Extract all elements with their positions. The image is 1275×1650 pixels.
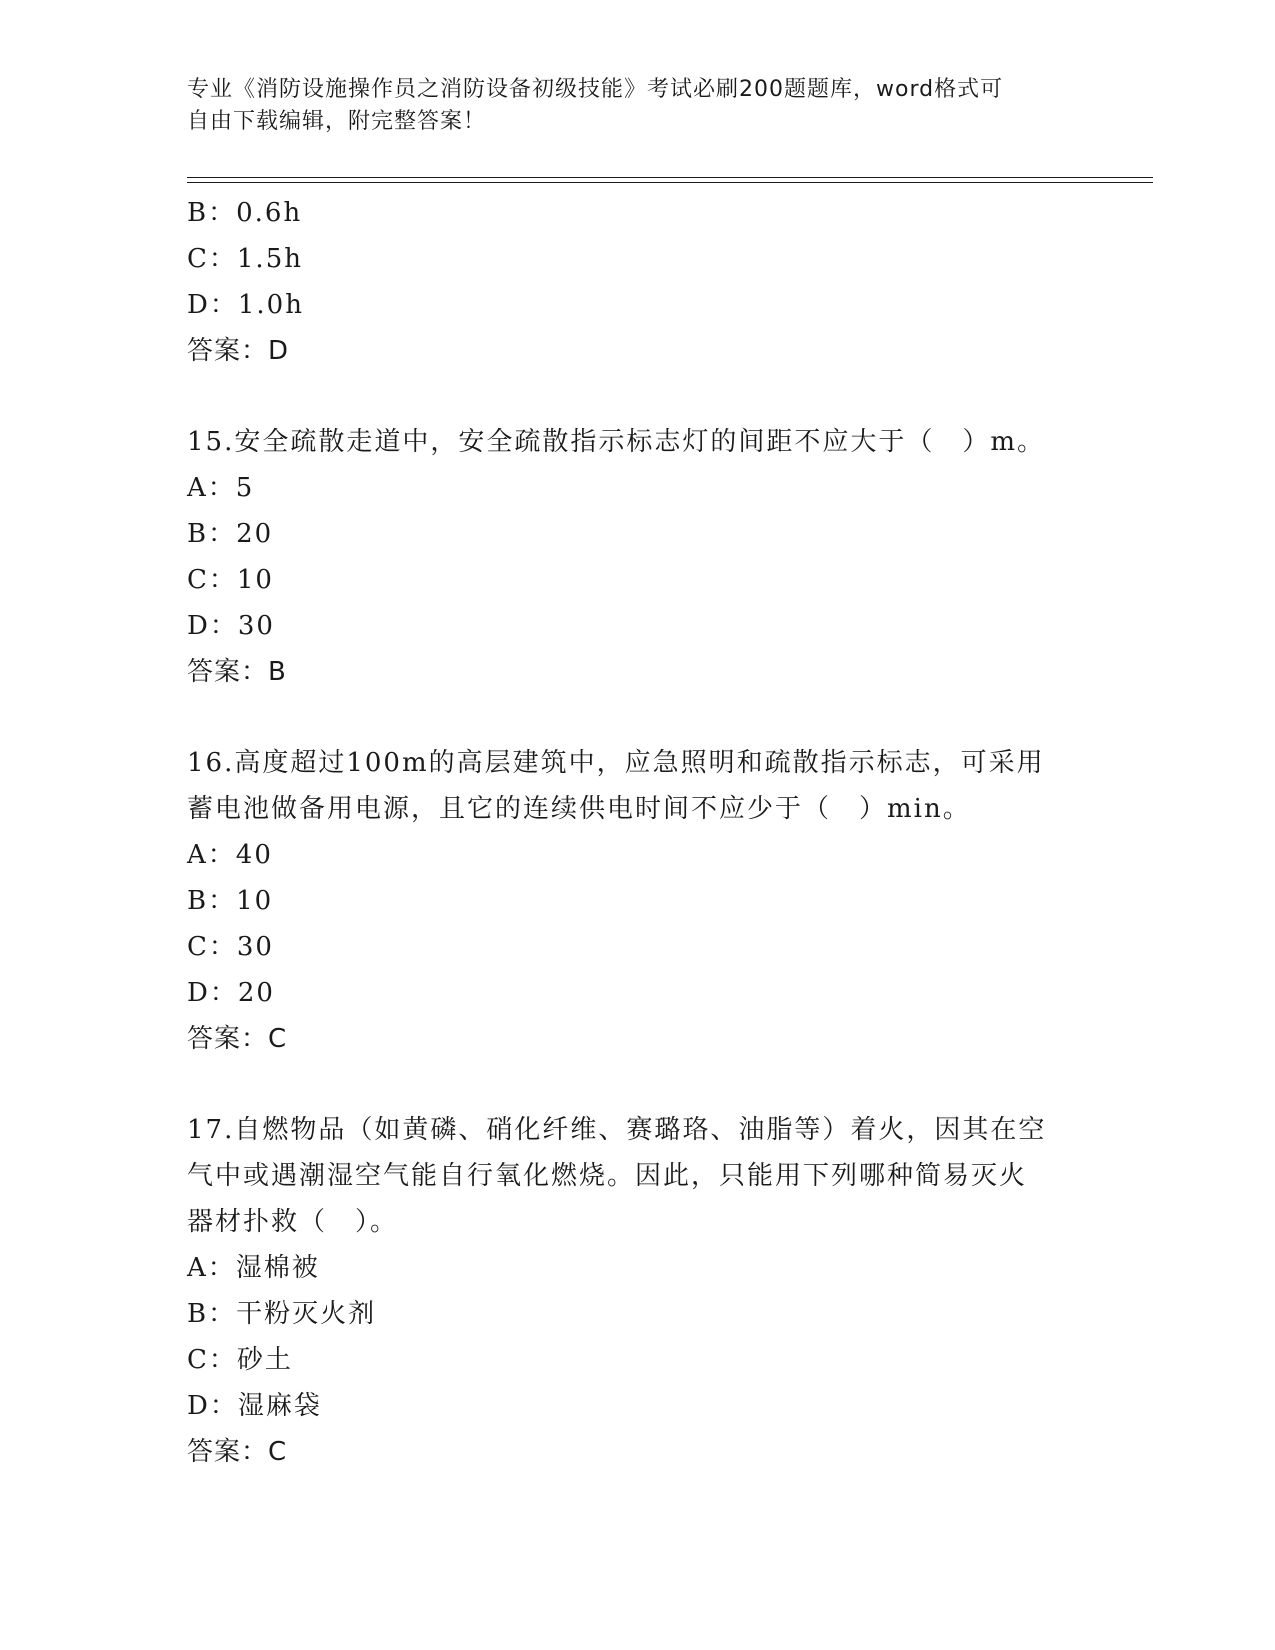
q14-option-c: C：1.5h bbox=[187, 244, 303, 274]
q16-question-line-1: 16.高度超过100m的高层建筑中，应急照明和疏散指示标志，可采用 bbox=[187, 748, 1045, 778]
q14-answer: 答案：D bbox=[187, 336, 290, 366]
q15-option-c: C：10 bbox=[187, 565, 274, 595]
header-line-2: 自由下载编辑，附完整答案！ bbox=[187, 109, 487, 134]
q14-option-b: B：0.6h bbox=[187, 198, 303, 228]
q17-question-line-2: 气中或遇潮湿空气能自行氧化燃烧。因此，只能用下列哪种简易灭火 bbox=[187, 1161, 1028, 1191]
q16-option-c: C：30 bbox=[187, 932, 274, 962]
q16-option-a: A：40 bbox=[187, 840, 273, 870]
q17-question-line-1: 17.自燃物品（如黄磷、硝化纤维、赛璐珞、油脂等）着火，因其在空 bbox=[187, 1115, 1047, 1145]
q17-question-line-3: 器材扑救（ ）。 bbox=[187, 1207, 399, 1237]
q15-option-a: A：5 bbox=[187, 473, 255, 503]
q16-option-d: D：20 bbox=[187, 978, 275, 1008]
header-line-1: 专业《消防设施操作员之消防设备初级技能》考试必刷200题题库，word格式可 bbox=[187, 77, 1004, 102]
q15-answer: 答案：B bbox=[187, 657, 287, 687]
q16-answer: 答案：C bbox=[187, 1024, 288, 1054]
q15-question: 15.安全疏散走道中，安全疏散指示标志灯的间距不应大于（ ）m。 bbox=[187, 427, 1046, 457]
page-header bbox=[187, 74, 1067, 138]
q17-option-c: C：砂土 bbox=[187, 1345, 293, 1375]
q14-option-d: D：1.0h bbox=[187, 290, 304, 320]
q17-option-b: B：干粉灭火剂 bbox=[187, 1299, 377, 1329]
q17-option-a: A：湿棉被 bbox=[187, 1253, 320, 1283]
q16-option-b: B：10 bbox=[187, 886, 274, 916]
q17-answer: 答案：C bbox=[187, 1437, 288, 1467]
q17-option-d: D：湿麻袋 bbox=[187, 1391, 322, 1421]
header-rule-bottom bbox=[187, 182, 1153, 183]
header-rule-top bbox=[187, 177, 1153, 178]
q15-option-b: B：20 bbox=[187, 519, 274, 549]
q15-option-d: D：30 bbox=[187, 611, 275, 641]
q16-question-line-2: 蓄电池做备用电源，且它的连续供电时间不应少于（ ）min。 bbox=[187, 794, 971, 824]
